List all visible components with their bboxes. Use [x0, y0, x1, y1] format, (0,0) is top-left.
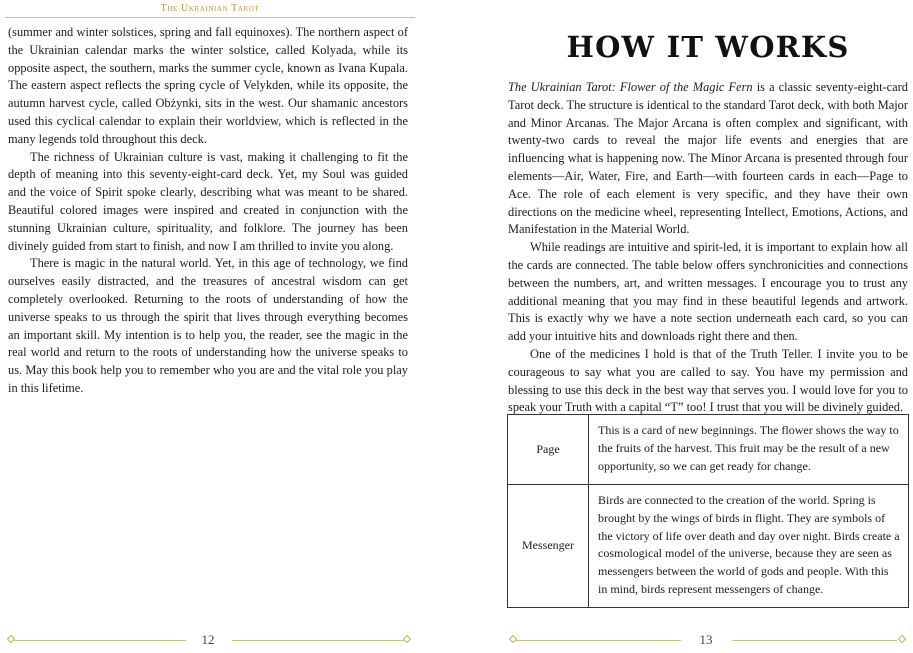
page-number: 13: [699, 632, 713, 647]
paragraph: The richness of Ukrainian culture is vast, making it challenging to fit the depth of meaning into this seventy-eight-card deck. Yet, my Soul was guided and the voice of Spirit spoke clearly, describing what was meant to be shared. Beautiful colored images were inspired and created in conjunction with the stunning Ukrainian culture, spirituality, and folklore. The journey has been divinely guided from start to finish, and now I am thrilled to invite you along.: [8, 149, 408, 253]
card-description: Birds are connected to the creation of the world. Spring is brought by the wings of birds in flight. They are symbols of the victory of life over death and day over night. Birds create a cosmological model of the universe, because they are seen as messengers between the world of gods and people. With this in mind, birds represent messengers of change.: [589, 485, 909, 608]
ornament-diamond-icon: [7, 635, 15, 643]
footer-rule: [516, 640, 681, 641]
card-table: [507, 414, 909, 608]
right-page: [456, 0, 913, 653]
ornament-diamond-icon: [509, 635, 517, 643]
left-footer: [0, 630, 420, 650]
header-rule: [5, 17, 415, 18]
table-row: [508, 485, 909, 608]
paragraph: While readings are intuitive and spirit-led, it is important to explain how all the cards are connected. The table below offers synchronicities and connections between the numbers, art, and written messages. I encourage you to trust any additional meaning that you may find in these beautiful legends and artwork. This is exactly why we have a note section underneath each card, so you can add your intuitive hits and downloads right there and then.: [508, 240, 908, 344]
footer-rule: [14, 640, 186, 641]
paragraph: The Ukrainian Tarot: Flower of the Magic Fern is a classic seventy-eight-card Tarot deck. The structure is identical to the standard Tarot deck, with both Major and Minor Arcanas. The Major Arcana is often complex and significant, with twenty-two cards to reveal the major life events and energies that are influencing what is happening now. The Minor Arcana is presented through four elements—Air, Water, Fire, and Earth—with fourteen cards in each—Page to Ace. The role of each element is very specific, and they have their own directions on the medicine wheel, representing Intellect, Emotions, Actions, and Manifestation in the Material World.: [508, 80, 908, 237]
ornament-diamond-icon: [403, 635, 411, 643]
ornament-diamond-icon: [898, 635, 906, 643]
paragraph: (summer and winter solstices, spring and fall equinoxes). The northern aspect of the Ukrainian calendar marks the winter solstice, called Kolyada, while its opposite aspect, the southern, marks the summer cycle, known as Ivana Kupala. The eastern aspect reflects the spring cycle of Velykden, while its opposite, the autumn harvest cycle, called Obżynki, sits in the west. Our shamanic ancestors used this cyclical calendar to explain their worldview, which is reflected in the many legends told throughout this deck.: [8, 25, 408, 146]
left-page: [0, 0, 456, 653]
card-description: This is a card of new beginnings. The flower shows the way to the fruits of the harvest. This fruit may be the result of a new opportunity, so we can get ready for change.: [589, 415, 909, 485]
left-body-text: [8, 24, 408, 398]
paragraph: There is magic in the natural world. Yet, in this age of technology, we find ourselves easily distracted, and the treasures of ancestral wisdom can get completely overlooked. Returning to the roots of understanding of how the universe speaks to us through the spirit that lives through everything becomes an important skill. My intention is to help you, the reader, see the magic in the real world and return to the roots of understanding how the universe speaks to us. May this book help you to remember who you are and the vital role you play in this lifetime.: [8, 256, 408, 395]
page-number: 12: [201, 632, 215, 647]
chapter-title: HOW IT WORKS: [566, 30, 850, 64]
paragraph: One of the medicines I hold is that of the Truth Teller. I invite you to be courageous to say what you are called to say. You have my permission and blessing to use this deck in the best way that serves you. I would love for you to speak your Truth with a capital “T” too! I trust that you will be divinely guided.: [508, 346, 908, 415]
card-name: Messenger: [508, 485, 589, 608]
table-row: [508, 415, 909, 485]
right-footer: [506, 630, 913, 650]
right-body-text: [508, 79, 908, 417]
footer-rule: [232, 640, 404, 641]
card-name: Page: [508, 415, 589, 485]
book-title: The Ukrainian Tarot: Flower of the Magic Fern: [508, 80, 753, 94]
running-header: The Ukrainian Tarot: [160, 3, 260, 14]
footer-rule: [732, 640, 897, 641]
